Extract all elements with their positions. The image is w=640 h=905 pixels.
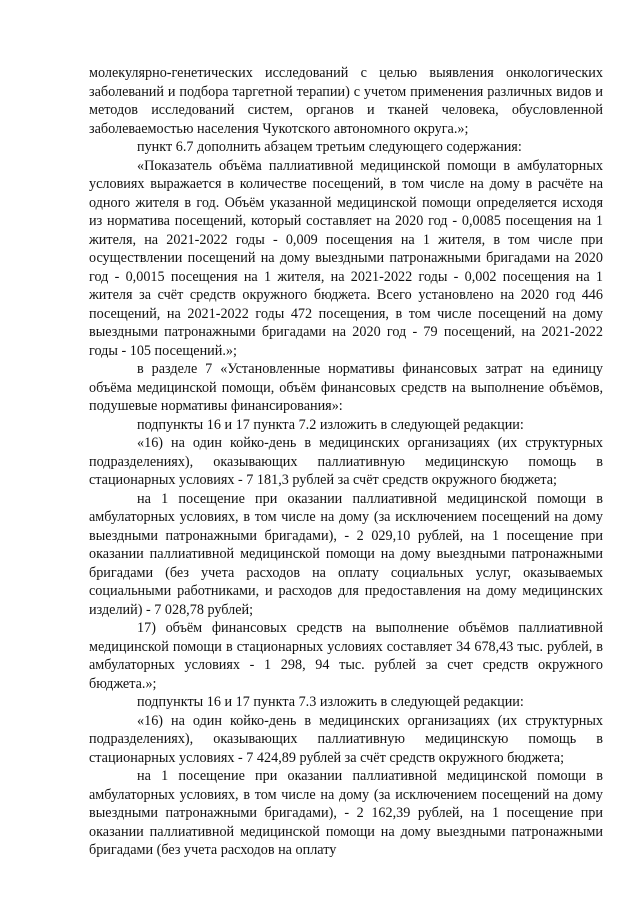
paragraph: молекулярно-генетических исследований с целью выявления онкологических заболеваний и подбора таргетной терапии) с учетом применения различных видов и методов исследований систем, органов и тканей человека, обусловленной заболеваемостью населения Чукотского автономного округа.»; bbox=[89, 65, 603, 137]
paragraph: «16) на один койко-день в медицинских организациях (их структурных подразделениях), оказывающих паллиативную медицинскую помощь в стационарных условиях - 7 424,89 рублей за счёт средств окружного бюджета; bbox=[89, 712, 603, 766]
paragraph: подпункты 16 и 17 пункта 7.3 изложить в следующей редакции: bbox=[137, 694, 524, 710]
document-page bbox=[89, 64, 603, 860]
paragraph: пункт 6.7 дополнить абзацем третьим следующего содержания: bbox=[137, 139, 522, 155]
paragraph: на 1 посещение при оказании паллиативной медицинской помощи в амбулаторных условиях, в том числе на дому (за исключением посещений на дому выездными патронажными бригадами), - 2 029,10 рублей, на 1 посещение при оказании паллиативной медицинской помощи на дому выездными патронажными бригадами (без учета расходов на оплату социальных услуг, оказываемых социальными работниками, и расходов для предоставления на дому медицинских изделий) - 7 028,78 рублей; bbox=[89, 490, 603, 618]
paragraph: на 1 посещение при оказании паллиативной медицинской помощи в амбулаторных условиях, в том числе на дому (за исключением посещений на дому выездными патронажными бригадами), - 2 162,39 рублей, на 1 посещение при оказании паллиативной медицинской помощи на дому выездными патронажными бригадами (без учета расходов на оплату bbox=[89, 768, 603, 858]
paragraph: «Показатель объёма паллиативной медицинской помощи в амбулаторных условиях выражается в количестве посещений, в том числе на дому в расчёте на одного жителя в год. Объём указанной медицинской помощи определяется исходя из норматива посещений, который составляет на 2020 год - 0,0085 посещения на 1 жителя, на 2021-2022 годы - 0,009 посещения на 1 жителя, в том числе при осуществлении посещений на дому выездными патронажными бригадами на 2020 год - 0,0015 посещения на 1 жителя, на 2021-2022 годы - 0,002 посещения на 1 жителя за счёт средств окружного бюджета. Всего установлено на 2020 год 446 посещений, на 2021-2022 годы 472 посещения, в том числе посещений на дому выездными патронажными бригадами на 2020 год - 79 посещений, на 2021-2022 годы - 105 посещений.»; bbox=[89, 157, 603, 359]
paragraph: 17) объём финансовых средств на выполнение объёмов паллиативной медицинской помощи в стационарных условиях составляет 34 678,43 тыс. рублей, в амбулаторных условиях - 1 298, 94 тыс. рублей за счет средств окружного бюджета.»; bbox=[89, 620, 603, 692]
paragraph: подпункты 16 и 17 пункта 7.2 изложить в следующей редакции: bbox=[137, 416, 524, 433]
paragraph: в разделе 7 «Установленные нормативы финансовых затрат на единицу объёма медицинской помощи, объём финансовых средств на выполнение объёмов, подушевые нормативы финансирования»: bbox=[89, 361, 603, 414]
paragraph: «16) на один койко-день в медицинских организациях (их структурных подразделениях), оказывающих паллиативную медицинскую помощь в стационарных условиях - 7 181,3 рублей за счёт средств окружного бюджета; bbox=[89, 435, 603, 488]
